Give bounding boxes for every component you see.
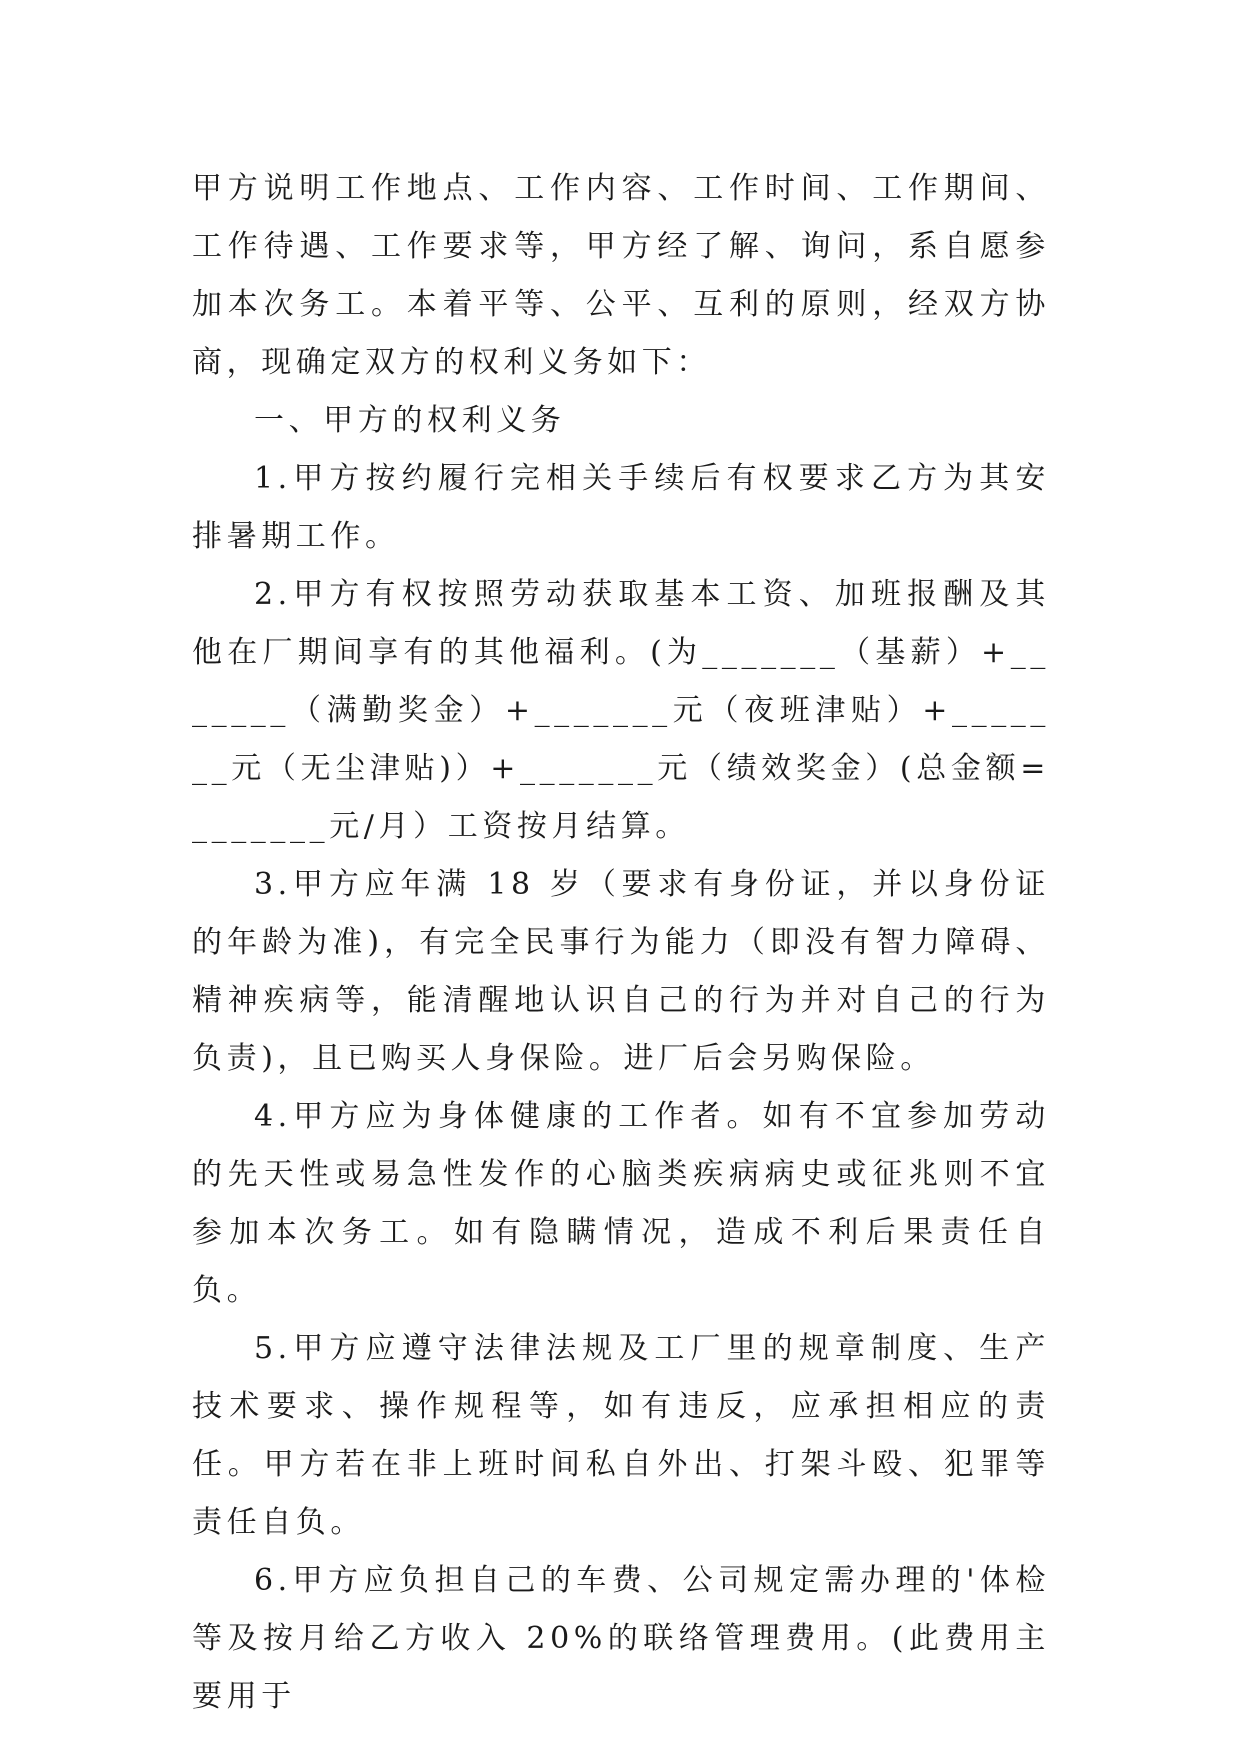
section-heading: 一、甲方的权利义务: [254, 403, 566, 438]
clause-6: 6.甲方应负担自己的车费、公司规定需办理的'体检等及按月给乙方收入 20%的联络管理费用。(此费用主要用于: [192, 1563, 1050, 1714]
clause-3: 3.甲方应年满 18 岁（要求有身份证，并以身份证的年龄为准)，有完全民事行为能力（即没有智力障碍、精神疾病等，能清醒地认识自己的行为并对自己的行为负责)，且已购买人身保险。进厂后会另购保险。: [192, 867, 1050, 1076]
clause-4: 4.甲方应为身体健康的工作者。如有不宜参加劳动的先天性或易急性发作的心脑类疾病病史或征兆则不宜参加本次务工。如有隐瞒情况，造成不利后果责任自负。: [192, 1099, 1050, 1308]
intro-paragraph: 甲方说明工作地点、工作内容、工作时间、工作期间、工作待遇、工作要求等，甲方经了解、询问，系自愿参加本次务工。本着平等、公平、互利的原则，经双方协商，现确定双方的权利义务如下：: [192, 171, 1050, 380]
clause-5: 5.甲方应遵守法律法规及工厂里的规章制度、生产技术要求、操作规程等，如有违反，应承担相应的责任。甲方若在非上班时间私自外出、打架斗殴、犯罪等责任自负。: [192, 1331, 1050, 1540]
clause-2: 2.甲方有权按照劳动获取基本工资、加班报酬及其他在厂期间享有的其他福利。(为_______（基薪）+_______（满勤奖金）+_______元（夜班津贴）+_______元（无尘津贴)）+_______元（绩效奖金）(总金额=_______元/月）工资按月结算。: [192, 577, 1050, 844]
clause-1: 1.甲方按约履行完相关手续后有权要求乙方为其安排暑期工作。: [192, 461, 1050, 554]
document-page: [192, 160, 1050, 1726]
